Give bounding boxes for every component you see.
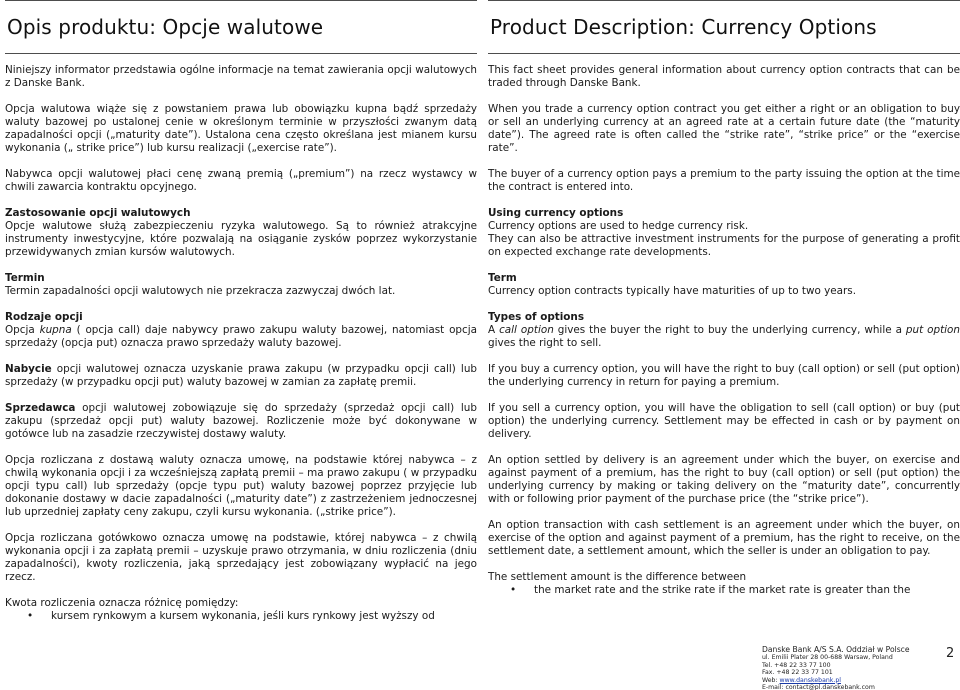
footer-email: E-mail: contact@pl.danskebank.com [762,684,875,690]
polish-column [5,0,477,623]
english-use-line-1: Currency options are used to hedge currency risk. [488,220,749,232]
english-settlement-paragraph: The settlement amount is the difference between [488,571,747,583]
english-buyer-paragraph: If you buy a currency option, you will have the right to buy (call option) or sell (put option) the underlying currency in return for paying a premium. [488,363,960,388]
page-number: 2 [946,646,955,661]
english-term-heading: Term [488,272,517,284]
english-definition-paragraph: When you trade a currency option contract you get either a right or an obligation to buy or sell an underlying currency at an agreed rate at a certain future date (the “maturity date”). The agreed rate is often called the “strike rate”, “strike price” or the “exercise rate”. [488,103,960,154]
polish-types-paragraph: Opcja kupna ( opcja call) daje nabywcy prawo zakupu waluty bazowej, natomiast opcja sprzedaży (opcja put) oznacza prawo sprzedaży waluty bazowej. [5,324,477,349]
english-column [488,0,960,597]
english-cash-paragraph: An option transaction with cash settlement is an agreement under which the buyer, on exercise of the option and against payment of a premium, has the right to receive, on the settlement date, a settlement amount, which the seller is under an obligation to pay. [488,519,960,557]
polish-title: Opis produktu: Opcje walutowe [7,15,324,39]
english-title: Product Description: Currency Options [490,15,877,39]
polish-bullet-item: • kursem rynkowym a kursem wykonania, jeśli kurs rynkowy jest wyższy od [27,610,435,622]
english-seller-paragraph: If you sell a currency option, you will have the obligation to sell (call option) or buy (put option) the underlying currency. Settlement may be effected in cash or by payment on delivery. [488,402,960,440]
english-use-heading: Using currency options [488,207,624,219]
footer-phone: Tel. +48 22 33 77 100 [762,661,831,669]
polish-types-heading: Rodzaje opcji [5,311,83,323]
polish-header [5,0,477,54]
polish-premium-paragraph: Nabywca opcji walutowej płaci cenę zwaną premią („premium”) na rzecz wystawcy w chwili zawarcia kontraktu opcyjnego. [5,168,477,193]
english-premium-paragraph: The buyer of a currency option pays a premium to the party issuing the option at the time the contract is entered into. [488,168,960,193]
footer-web: Web: www.danskebank.pl [762,676,841,684]
polish-use-heading: Zastosowanie opcji walutowych [5,207,191,219]
english-use-line-2: They can also be attractive investment instruments for the purpose of generating a profit on expected exchange rate developments. [488,233,960,258]
english-types-paragraph: A call option gives the buyer the right to buy the underlying currency, while a put option gives the right to sell. [488,324,960,349]
english-types-heading: Types of options [488,311,585,323]
polish-use-paragraph: Opcje walutowe służą zabezpieczeniu ryzyka walutowego. Są to również atrakcyjne instrumenty inwestycyjne, które pozwalają na osiąganie zysków poprzez wykorzystanie przewidywanych zmian kursów walutowych. [5,220,477,258]
bullet-icon: • [510,584,517,596]
company-footer [762,645,910,690]
polish-delivery-paragraph: Opcja rozliczana z dostawą waluty oznacza umowę, na podstawie której nabywca – z chwilą wykonania opcji i za wcześniejszą zapłatą premii – ma prawo zakupu ( w przypadku opcji typu call) lub sprzedaży (opcje typu put) waluty bazowej poprzez przyjęcie lub dokonanie dostawy w dacie zapadalności („maturity date”) z zastrzeżeniem jednoczesnej lub uprzedniej zapłaty ceny zakupu, czyli kursu wykonania. („strike price”). [5,454,477,518]
english-bullet-item: • the market rate and the strike rate if the market rate is greater than the [510,584,911,596]
polish-cash-paragraph: Opcja rozliczana gotówkowo oznacza umowę na podstawie, której nabywca – z chwilą wykonania opcji i za zapłatą premii – uzyskuje prawo otrzymania, w dniu rozliczenia (dniu zapadalności), kwoty rozliczenia, jaką sprzedający jest zobowiązany wypłacić na jego rzecz. [5,532,477,583]
polish-settlement-paragraph: Kwota rozliczenia oznacza różnicę pomiędzy: [5,597,239,609]
footer-fax: Fax. +48 22 33 77 101 [762,669,833,677]
english-delivery-paragraph: An option settled by delivery is an agreement under which the buyer, on exercise and against payment of a premium, has the right to buy (call option) or sell (put option) the underlying currency by making or taking delivery on the “maturity date”, concurrently with or following prior payment of the purchase price (the “strike price”). [488,454,960,505]
footer-company-name: Danske Bank A/S S.A. Oddział w Polsce [762,645,910,654]
polish-term-paragraph: Termin zapadalności opcji walutowych nie przekracza zazwyczaj dwóch lat. [5,285,396,297]
english-header [488,0,960,54]
footer-address: ul. Emilii Plater 28 00-688 Warsaw, Poland [762,654,893,661]
polish-seller-paragraph: Sprzedawca opcji walutowej zobowiązuje się do sprzedaży (sprzedaż opcji call) lub zakupu (sprzedaż opcji put) waluty bazowej. Rozliczenie może być dokonywane w gotówce lub na zasadzie rzeczywistej dostawy waluty. [5,402,477,440]
polish-definition-paragraph: Opcja walutowa wiąże się z powstaniem prawa lub obowiązku kupna bądź sprzedaży waluty bazowej po ustalonej cenie w określonym terminie w przyszłości zwanym datą zapadalności opcji („maturity date”). Ustalona cena często określana jest mianem kursu wykonania („ strike price”) lub kursu realizacji („exercise rate”). [5,103,477,154]
english-intro-paragraph: This fact sheet provides general information about currency option contracts that can be traded through Danske Bank. [488,64,960,89]
english-term-paragraph: Currency option contracts typically have maturities of up to two years. [488,285,856,297]
footer-web-link[interactable]: www.danskebank.pl [779,676,841,684]
bullet-icon: • [27,610,34,622]
polish-intro-paragraph: Niniejszy informator przedstawia ogólne informacje na temat zawierania opcji walutowych z Danske Bank. [5,64,477,89]
polish-buyer-paragraph: Nabycie opcji walutowej oznacza uzyskanie prawa zakupu (w przypadku opcji call) lub sprzedaży (w przypadku opcji put) waluty bazowej w zamian za zapłatę premii. [5,363,477,388]
polish-term-heading: Termin [5,272,45,284]
